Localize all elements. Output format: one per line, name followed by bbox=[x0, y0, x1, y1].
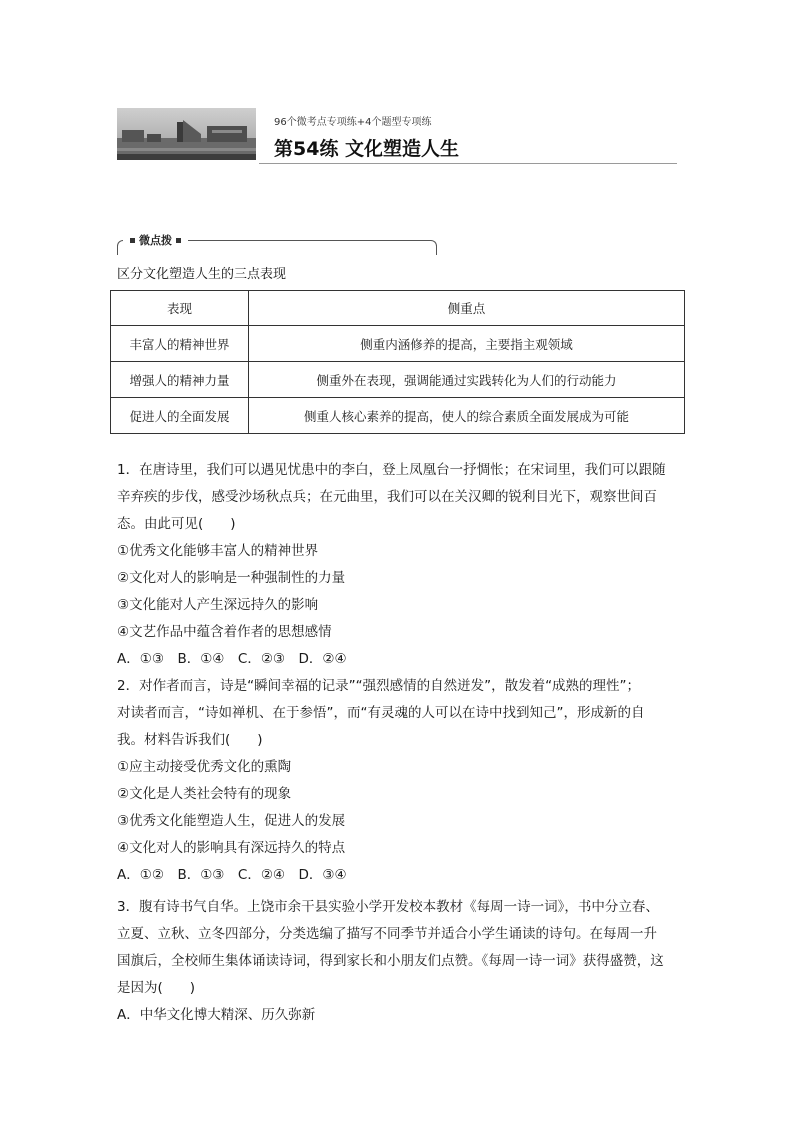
question-3 bbox=[117, 894, 685, 1029]
answer-choices: A．①③ B．①④ C．②③ D．②④ bbox=[117, 651, 347, 667]
question-stem-line: 对读者而言，“诗如禅机、在于参悟”，而“有灵魂的人可以在诗中找到知己”，形成新的自 bbox=[117, 705, 645, 721]
table-row bbox=[111, 398, 685, 434]
tip-label-text: 微点拨 bbox=[139, 234, 172, 247]
question-1 bbox=[117, 457, 685, 673]
question-stem-line: 国旗后，全校师生集体诵读诗词，得到家长和小朋友们点赞。《每周一诗一词》获得盛赞，这 bbox=[117, 953, 664, 969]
question-stem-line: 辛弃疾的步伐，感受沙场秋点兵；在元曲里，我们可以在关汉卿的锐利目光下，观察世间百 bbox=[117, 489, 657, 505]
question-option: ①优秀文化能够丰富人的精神世界 bbox=[117, 543, 319, 559]
table-header-cell: 侧重点 bbox=[249, 291, 685, 326]
question-option: ④文艺作品中蕴含着作者的思想感情 bbox=[117, 624, 332, 640]
question-option: ③优秀文化能塑造人生，促进人的发展 bbox=[117, 813, 346, 829]
question-stem-line: 2．对作者而言，诗是“瞬间幸福的记录”“强烈感情的自然迸发”，散发着“成熟的理性”； bbox=[117, 678, 641, 694]
question-stem-line: 1．在唐诗里，我们可以遇见忧患中的李白，登上凤凰台一抒惆怅；在宋词里，我们可以跟随 bbox=[117, 462, 666, 478]
header-divider bbox=[259, 163, 677, 164]
comparison-table bbox=[110, 290, 685, 434]
city-skyline-image bbox=[117, 108, 256, 160]
table-row bbox=[111, 362, 685, 398]
question-stem-line: 立夏、立秋、立冬四部分，分类选编了描写不同季节并适合小学生诵读的诗句。在每周一升 bbox=[117, 926, 657, 942]
table-cell: 侧重人核心素养的提高，使人的综合素质全面发展成为可能 bbox=[249, 398, 685, 434]
question-option: ②文化对人的影响是一种强制性的力量 bbox=[117, 570, 346, 586]
table-cell: 侧重外在表现，强调能通过实践转化为人们的行动能力 bbox=[249, 362, 685, 398]
question-option: ④文化对人的影响具有深远持久的特点 bbox=[117, 840, 346, 856]
table-cell: 增强人的精神力量 bbox=[111, 362, 249, 398]
table-cell: 侧重内涵修养的提高，主要指主观领域 bbox=[249, 326, 685, 362]
question-stem-line: 态。由此可见( ) bbox=[117, 516, 236, 532]
question-option: ②文化是人类社会特有的现象 bbox=[117, 786, 292, 802]
table-title: 区分文化塑造人生的三点表现 bbox=[117, 267, 287, 282]
table-cell: 丰富人的精神世界 bbox=[111, 326, 249, 362]
page-title: 第54练 文化塑造人生 bbox=[274, 138, 460, 160]
question-stem-line: 是因为( ) bbox=[117, 980, 196, 996]
header-subtitle: 96个微考点专项练+4个题型专项练 bbox=[274, 117, 432, 128]
square-bullet-icon bbox=[130, 238, 135, 243]
square-bullet-icon bbox=[176, 238, 181, 243]
tip-label bbox=[123, 232, 188, 248]
question-option: ③文化能对人产生深远持久的影响 bbox=[117, 597, 319, 613]
question-option: A．中华文化博大精深、历久弥新 bbox=[117, 1007, 316, 1023]
table-header-cell: 表现 bbox=[111, 291, 249, 326]
header-photo bbox=[117, 108, 256, 160]
table-row bbox=[111, 326, 685, 362]
answer-choices: A．①② B．①③ C．②④ D．③④ bbox=[117, 867, 347, 883]
question-option: ①应主动接受优秀文化的熏陶 bbox=[117, 759, 292, 775]
table-cell: 促进人的全面发展 bbox=[111, 398, 249, 434]
question-stem-line: 3．腹有诗书气自华。上饶市余干县实验小学开发校本教材《每周一诗一词》，书中分立春、 bbox=[117, 899, 659, 915]
question-stem-line: 我。材料告诉我们( ) bbox=[117, 732, 263, 748]
table-header-row bbox=[111, 291, 685, 326]
question-2 bbox=[117, 673, 685, 889]
